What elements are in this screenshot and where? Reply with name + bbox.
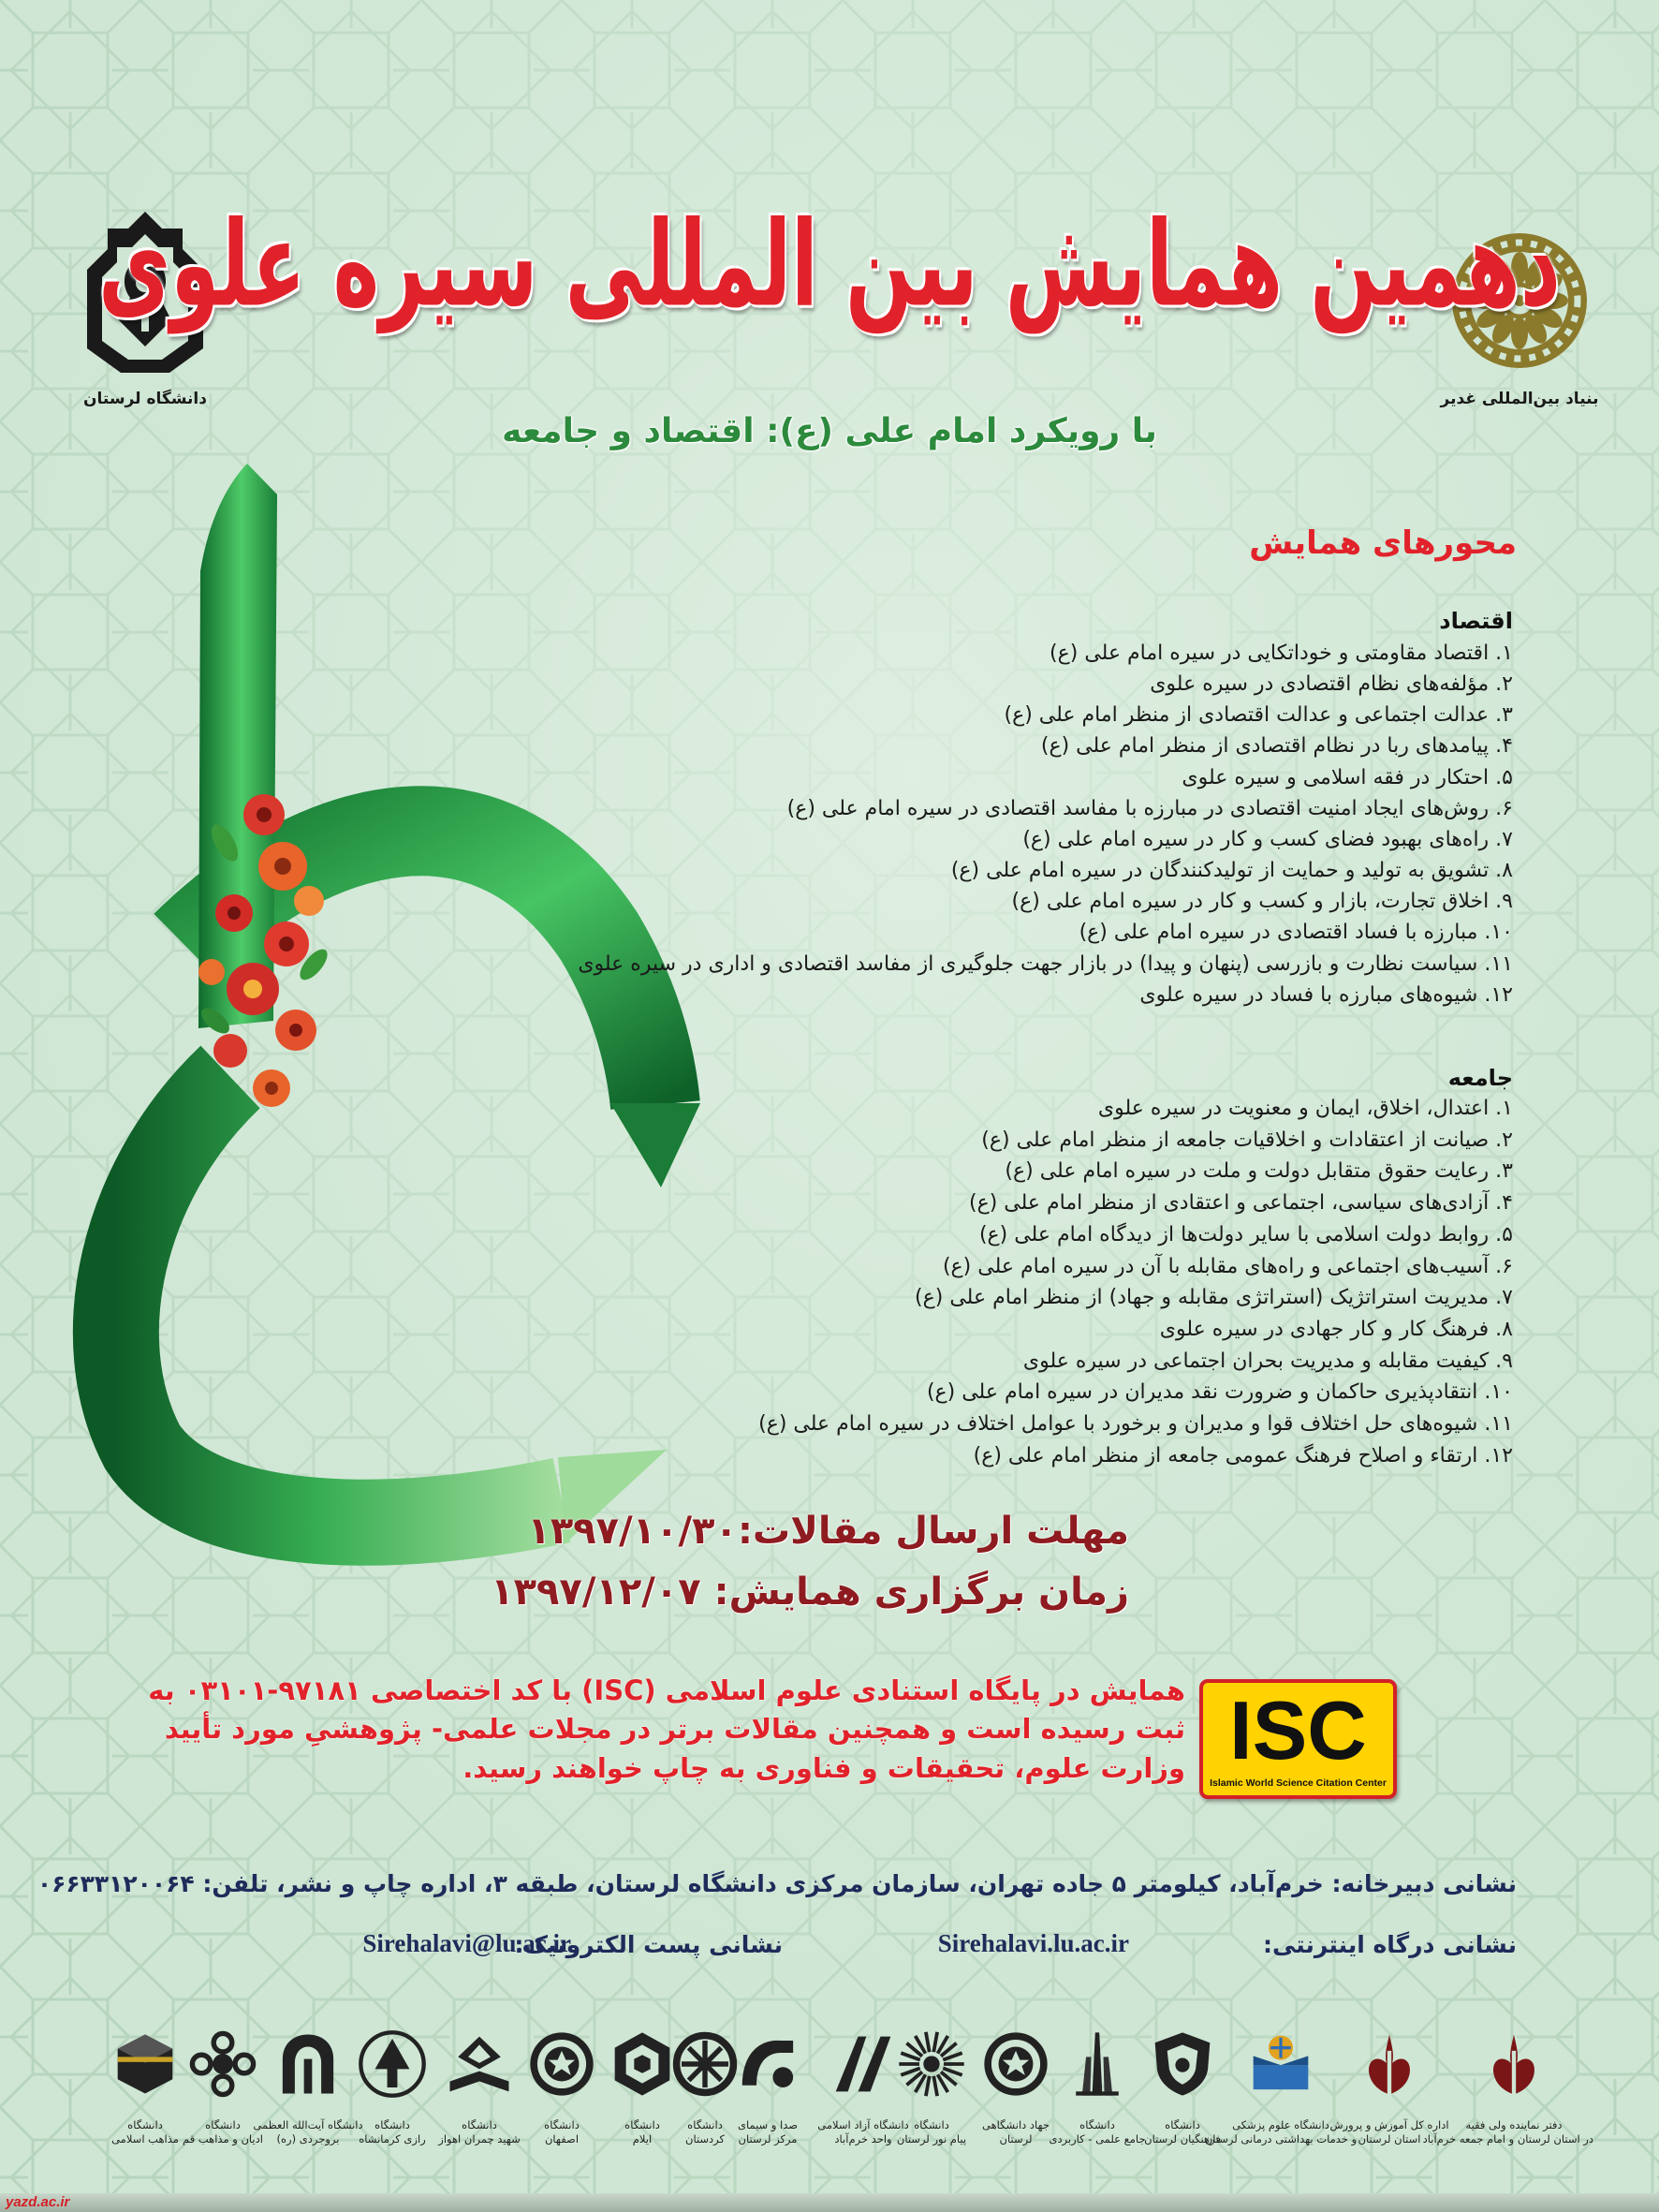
axis-item-economy: ۲. مؤلفه‌های نظام اقتصادی در سیره علوی <box>1150 672 1513 697</box>
axis-item-economy: ۸. تشویق به تولید و حمایت از تولیدکنندگان در سیره امام علی (ع) <box>950 859 1513 883</box>
sponsor-label-line: استان لرستان <box>1358 2132 1421 2146</box>
isc-notice-line: وزارت علوم، تحقیقات و فناوری به چاپ خواهند رسید. <box>462 1752 1185 1784</box>
email-link[interactable]: Sirehalavi@lu.ac.ir <box>362 1929 571 1957</box>
sponsor-label-line: دانشگاه <box>1079 2118 1115 2131</box>
sponsor-label-line: لرستان <box>999 2132 1033 2146</box>
sponsor-label-line: دانشگاه <box>544 2118 580 2131</box>
sponsor-label-line: صدا و سیمای <box>737 2118 799 2131</box>
axis-item-society: ۱۰. انتقادپذیری حاکمان و ضرورت نقد مدیران در سیره امام علی (ع) <box>926 1380 1513 1405</box>
sponsor-label-line: پیام نور لرستان <box>896 2132 967 2146</box>
section-title-society: جامعه <box>1447 1065 1513 1091</box>
email-label: نشانی پست الکترونیک: <box>514 1931 783 1958</box>
ghadir-foundation-label: بنیاد بین‌المللی غدیر <box>1440 390 1599 408</box>
sponsor-label-line: واحد خرم‌آباد <box>834 2132 892 2146</box>
sponsor-label-line: کردستان <box>685 2132 725 2146</box>
sponsor-label-line: ایلام <box>632 2132 653 2146</box>
sponsor-label-line: جهاد دانشگاهی <box>982 2118 1050 2131</box>
sponsor-label-line: دفتر نماینده ولی فقیه <box>1465 2118 1563 2131</box>
website-label: نشانی درگاه اینترنتی: <box>1262 1931 1517 1958</box>
sponsor-label-line: دانشگاه <box>914 2118 949 2131</box>
conference-subtitle: با رویکرد امام علی (ع): اقتصاد و جامعه <box>502 412 1157 450</box>
sponsor-label-line: دانشگاه <box>205 2118 241 2131</box>
conference-date: زمان برگزاری همایش: ۱۳۹۷/۱۲/۰۷ <box>491 1571 1129 1614</box>
sponsor-label-line: دانشگاه <box>374 2118 410 2131</box>
axis-item-society: ۱۲. ارتقاء و اصلاح فرهنگ عمومی جامعه از منظر امام علی (ع) <box>973 1443 1513 1467</box>
axis-item-economy: ۴. پیامدهای ربا در نظام اقتصادی از منظر امام علی (ع) <box>1040 734 1513 759</box>
sponsor-label-line: دانشگاه علوم پزشکی <box>1232 2118 1329 2131</box>
website-link[interactable]: Sirehalavi.lu.ac.ir <box>937 1929 1129 1957</box>
lorestan-university-label: دانشگاه لرستان <box>83 390 207 408</box>
isc-notice-line: ثبت رسیده است و همچنین مقالات برتر در مجلات علمی- پژوهشیِ مورد تأیید <box>164 1713 1185 1745</box>
secretariat-address: نشانی دبیرخانه: خرم‌آباد، کیلومتر ۵ جاده تهران، سازمان مرکزی دانشگاه لرستان، طبقه ۳، اداره چاپ و نشر، تلفن: ۰۶۶۳۳۱۲۰۰۶۴ <box>37 1870 1517 1897</box>
axis-item-society: ۸. فرهنگ کار و کار جهادی در سیره علوی <box>1159 1317 1513 1341</box>
sponsor-label-line: دانشگاه آزاد اسلامی <box>817 2118 909 2131</box>
axis-item-society: ۱. اعتدال، اخلاق، ایمان و معنویت در سیره علوی <box>1097 1097 1513 1120</box>
axis-item-society: ۲. صیانت از اعتقادات و اخلاقیات جامعه از منظر امام علی (ع) <box>981 1128 1513 1152</box>
axis-item-economy: ۱۰. مبارزه با فساد اقتصادی در سیره امام علی (ع) <box>1079 921 1513 945</box>
axis-item-economy: ۹. اخلاق تجارت، بازار و کسب و کار در سیره امام علی (ع) <box>1011 890 1513 914</box>
axis-item-economy: ۶. روش‌های ایجاد امنیت اقتصادی در مبارزه با مفاسد اقتصادی در سیره امام علی (ع) <box>786 796 1513 820</box>
sponsor-label-line: مذاهب اسلامی <box>111 2132 179 2146</box>
axis-item-economy: ۷. راه‌های بهبود فضای کسب و کار در سیره امام علی (ع) <box>1022 827 1513 851</box>
axis-item-economy: ۱۱. سیاست نظارت و بازرسی (پنهان و پیدا) در بازار جهت جلوگیری از مفاسد اقتصادی و اداری در سیره علوی <box>578 951 1513 976</box>
axis-item-economy: ۱. اقتصاد مقاومتی و خوداتکایی در سیره امام علی (ع) <box>1050 641 1513 665</box>
sponsor-label-line: دانشگاه آیت‌الله العظمی <box>253 2118 363 2131</box>
isc-logo-text: ISC <box>1229 1684 1367 1777</box>
sponsor-label-line: دانشگاه <box>127 2118 163 2131</box>
sponsor-label-line: مرکز لرستان <box>738 2132 798 2146</box>
axis-item-society: ۱۱. شیوه‌های حل اختلاف قوا و مدیران و برخورد با عوامل اختلاف در سیره امام علی (ع) <box>758 1412 1513 1436</box>
isc-logo <box>1199 1679 1397 1799</box>
isc-notice-line: همایش در پایگاه استنادی علوم اسلامی (ISC) با کد اختصاصی ۹۷۱۸۱-۰۳۱۰۱ به <box>148 1674 1185 1706</box>
footer-bar <box>0 2193 1659 2212</box>
section-title-economy: اقتصاد <box>1439 608 1513 634</box>
axis-item-society: ۷. مدیریت استراتژیک (استراتژی مقابله و جهاد) از منظر امام علی (ع) <box>915 1286 1513 1310</box>
sponsor-label-line: و خدمات بهداشتی درمانی لرستان <box>1204 2132 1358 2146</box>
conference-title: دهمین همایش بین المللی سیره علوی <box>98 195 1561 333</box>
watermark-text: yazd.ac.ir <box>6 2194 70 2210</box>
axis-item-society: ۶. آسیب‌های اجتماعی و راه‌های مقابله با آن در سیره امام علی (ع) <box>942 1254 1513 1278</box>
sponsor-label-line: دانشگاه <box>462 2118 497 2131</box>
axis-item-economy: ۵. احتکار در فقه اسلامی و سیره علوی <box>1182 765 1513 789</box>
sponsor-label-line: در استان لرستان و امام جمعه خرم‌آباد <box>1422 2132 1593 2146</box>
isc-logo-caption: Islamic World Science Citation Center <box>1210 1777 1387 1789</box>
axis-item-society: ۵. روابط دولت اسلامی با سایر دولت‌ها از دیدگاه امام علی (ع) <box>978 1222 1513 1246</box>
sponsor-label-line: اداره کل آموزش و پرورش <box>1329 2118 1449 2131</box>
sponsor-label-line: شهید چمران اهواز <box>438 2132 521 2146</box>
sponsor-label-line: دانشگاه <box>687 2118 723 2131</box>
sponsor-label-line: دانشگاه <box>624 2118 660 2131</box>
sponsor-label-line: ادیان و مذاهب قم <box>183 2132 263 2146</box>
sponsor-label-line: جامع علمی - کاربردی <box>1049 2132 1146 2146</box>
sponsor-label-line: فرهنگیان لرستان <box>1144 2132 1221 2146</box>
axis-item-society: ۳. رعایت حقوق متقابل دولت و ملت در سیره امام علی (ع) <box>1005 1159 1513 1184</box>
sponsor-label-line: دانشگاه <box>1165 2118 1200 2131</box>
axis-item-economy: ۱۲. شیوه‌های مبارزه با فساد در سیره علوی <box>1139 982 1513 1007</box>
submission-deadline: مهلت ارسال مقالات:۱۳۹۷/۱۰/۳۰ <box>527 1510 1129 1553</box>
axis-item-economy: ۳. عدالت اجتماعی و عدالت اقتصادی از منظر امام علی (ع) <box>1004 703 1513 728</box>
sponsor-label-line: بروجردی (ره) <box>276 2132 340 2146</box>
axis-item-society: ۹. کیفیت مقابله و مدیریت بحران اجتماعی در سیره علوی <box>1022 1349 1513 1373</box>
axis-item-society: ۴. آزادی‌های سیاسی، اجتماعی و اعتقادی از منظر امام علی (ع) <box>969 1191 1513 1216</box>
axes-heading: محورهای همایش <box>1249 524 1517 562</box>
sponsor-label-line: رازی کرمانشاه <box>359 2132 426 2146</box>
sponsor-label-line: اصفهان <box>544 2132 580 2146</box>
